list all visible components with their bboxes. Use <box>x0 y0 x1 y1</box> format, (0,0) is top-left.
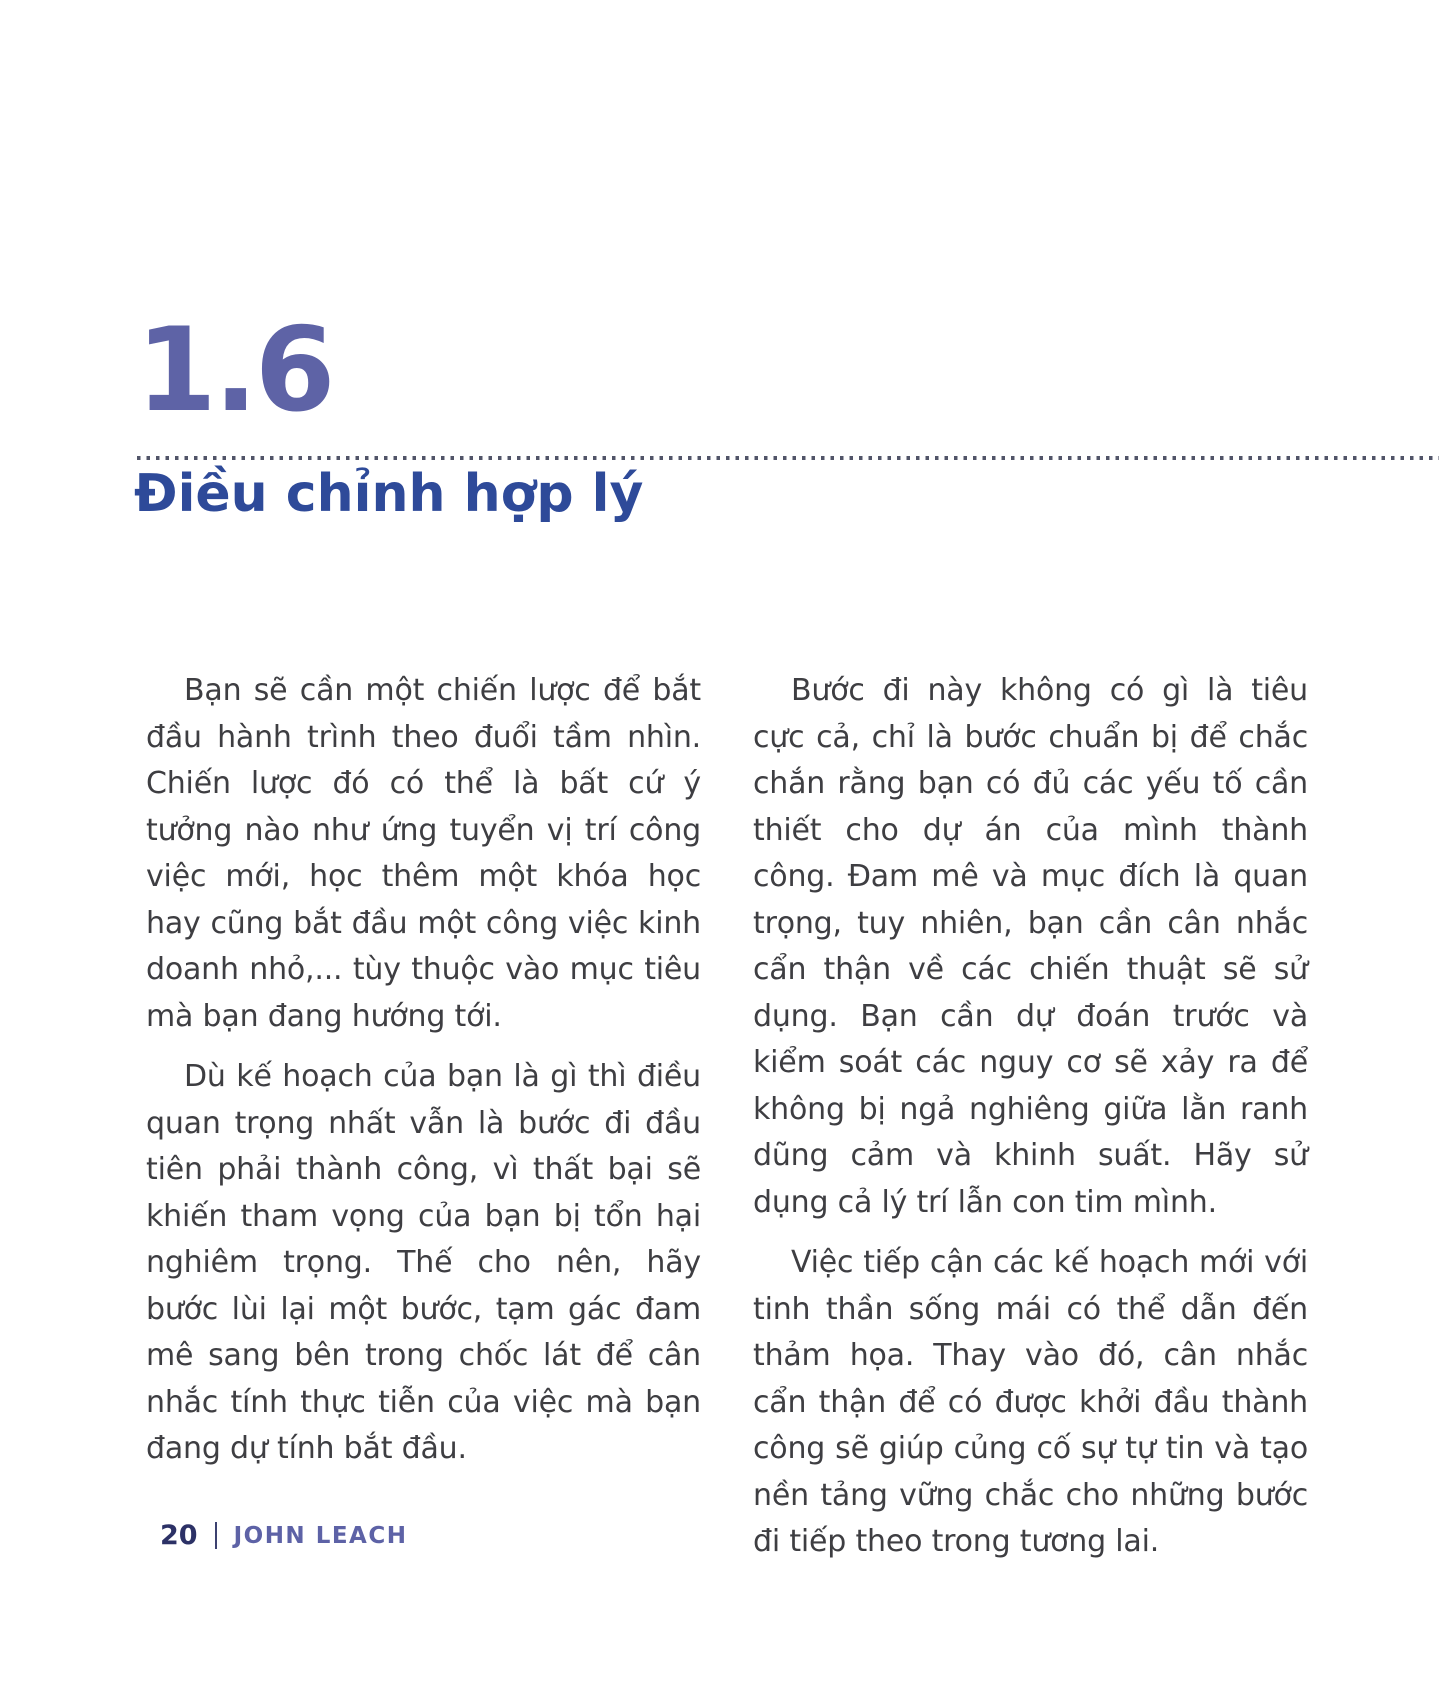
footer-separator <box>215 1522 217 1549</box>
body-paragraph: Dù kế hoạch của bạn là gì thì điều quan trọng nhất vẫn là bước đi đầu tiên phải thành công, vì thất bại sẽ khiến tham vọng của bạn bị tổn hại nghiêm trọng. Thế cho nên, hãy bước lùi lại một bước, tạm gác đam mê sang bên trong chốc lát để cân nhắc tính thực tiễn của việc mà bạn đang dự tính bắt đầu. <box>146 1059 701 1466</box>
page-footer <box>160 1520 408 1551</box>
body-paragraph: Bạn sẽ cần một chiến lược để bắt đầu hành trình theo đuổi tầm nhìn. Chiến lược đó có thể là bất cứ ý tưởng nào như ứng tuyển vị trí công việc mới, học thêm một khóa học hay cũng bắt đầu một công việc kinh doanh nhỏ,... tùy thuộc vào mục tiêu mà bạn đang hướng tới. <box>146 673 701 1034</box>
page-number: 20 <box>160 1520 198 1551</box>
text-column-right <box>753 668 1308 1580</box>
body-paragraph: Bước đi này không có gì là tiêu cực cả, chỉ là bước chuẩn bị để chắc chắn rằng bạn có đủ các yếu tố cần thiết cho dự án của mình thành công. Đam mê và mục đích là quan trọng, tuy nhiên, bạn cần cân nhắc cẩn thận về các chiến thuật sẽ sử dụng. Bạn cần dự đoán trước và kiểm soát các nguy cơ sẽ xảy ra để không bị ngả nghiêng giữa lằn ranh dũng cảm và khinh suất. Hãy sử dụng cả lý trí lẫn con tim mình. <box>753 673 1308 1220</box>
text-column-left <box>146 668 701 1580</box>
author-name: JOHN LEACH <box>233 1522 408 1549</box>
dotted-divider <box>137 456 1439 460</box>
section-title: Điều chỉnh hợp lý <box>134 464 644 524</box>
body-paragraph: Việc tiếp cận các kế hoạch mới với tinh thần sống mái có thể dẫn đến thảm họa. Thay vào đó, cân nhắc cẩn thận để có được khởi đầu thành công sẽ giúp củng cố sự tự tin và tạo nền tảng vững chắc cho những bước đi tiếp theo trong tương lai. <box>753 1245 1308 1559</box>
two-column-text-block <box>146 668 1308 1580</box>
section-number: 1.6 <box>136 303 333 438</box>
